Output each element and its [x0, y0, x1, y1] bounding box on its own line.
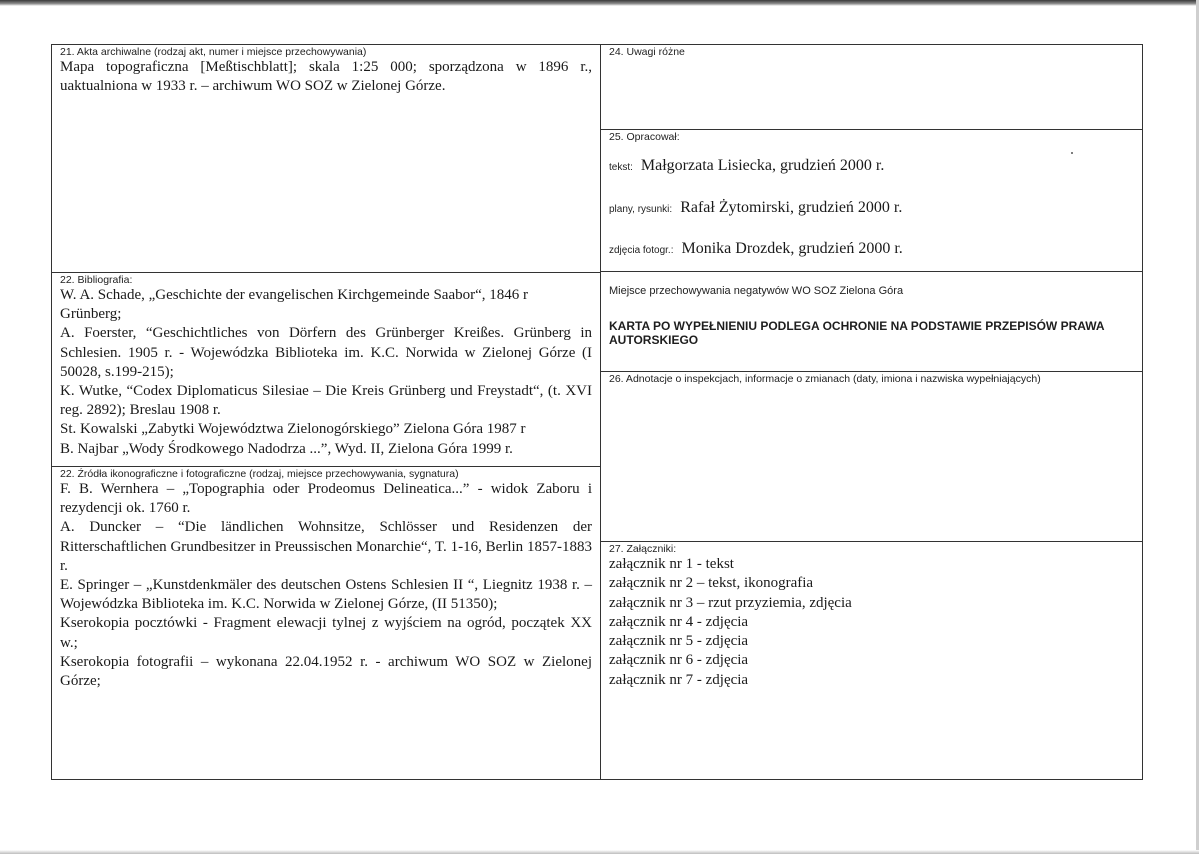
bibliography-item: A. Foerster, “Geschichtliches von Dörfern des Grünberger Kreißes. Grünberg in Schlesien. 1905 r. - Wojewódzka Biblioteka im. K.C. Norwida w Zielonej Górze (I 50028, s.199-215);: [60, 325, 592, 380]
section-26-inspections: [601, 372, 1142, 542]
attachment-item: załącznik nr 5 - zdjęcia: [609, 633, 749, 650]
source-item: Kserokopia pocztówki - Fragment elewacji tylnej z wyjściem na ogród, początek XX w.;: [60, 615, 592, 651]
attachment-item: załącznik nr 1 - tekst: [609, 556, 734, 572]
attachment-item: załącznik nr 6 - zdjęcia: [609, 652, 749, 669]
sources-list: [52, 480, 600, 691]
section-22-iconographic-sources: [52, 467, 601, 779]
attachment-item: załącznik nr 2 – tekst, ikonografia: [609, 575, 814, 592]
section-21-line: Mapa topograficzna [Meßtischblatt]; skala 1:25 000; sporządzona w 1896 r., uaktualniona w 1933 r. – archiwum WO SOZ w Zielonej Górze.: [60, 59, 592, 95]
bibliography-item: K. Wutke, “Codex Diplomaticus Silesiae – Die Kreis Grünberg und Freystadt“, (t. XVI reg. 2892); Breslau 1908 r.: [60, 383, 592, 419]
attachment-item: załącznik nr 4 - zdjęcia: [609, 613, 749, 630]
source-item: E. Springer – „Kunstdenkmäler des deutschen Ostens Schlesien II “, Liegnitz 1938 r. – Wojewódzka Biblioteka im. K.C. Norwida w Zielonej Górze, (II 51350);: [60, 577, 592, 613]
scan-top-edge: [0, 0, 1199, 6]
author-text-label: tekst:: [609, 162, 633, 173]
section-24-label: 24. Uwagi różne: [609, 46, 685, 58]
bibliography-list: [52, 286, 600, 459]
scan-speck: [1071, 152, 1073, 154]
section-25-label: 25. Opracował:: [609, 131, 680, 143]
section-21-label: 21. Akta archiwalne (rodzaj akt, numer i miejsce przechowywania): [60, 46, 367, 58]
record-card-form: [51, 44, 1143, 780]
section-21-archival-records: [52, 45, 601, 273]
negatives-storage: Miejsce przechowywania negatywów WO SOZ Zielona Góra: [609, 285, 904, 297]
bibliography-item: B. Najbar „Wody Środkowego Nadodrza ...”, Wyd. II, Zielona Góra 1999 r.: [60, 440, 513, 457]
source-item: F. B. Wernhera – „Topographia oder Prodeomus Delineatica...” - widok Zaboru i rezydencji ok. 1760 r.: [60, 481, 592, 517]
attachments-list: [601, 555, 1142, 690]
scan-bottom-edge: [0, 850, 1199, 854]
section-22-bibliography: [52, 273, 601, 467]
copyright-notice: KARTA PO WYPEŁNIENIU PODLEGA OCHRONIE NA PODSTAWIE PRZEPISÓW PRAWA AUTORSKIEGO: [609, 319, 1105, 347]
section-25-prepared-by: [601, 130, 1142, 272]
author-plans-label: plany, rysunki:: [609, 204, 673, 215]
section-27-attachments: [601, 542, 1142, 779]
author-photos-value: Monika Drozdek, grudzień 2000 r.: [681, 240, 903, 257]
attachment-item: załącznik nr 7 - zdjęcia: [609, 671, 749, 688]
author-plans-row: [601, 198, 1142, 220]
section-26-label: 26. Adnotacje o inspekcjach, informacje o zmianach (daty, imiona i nazwiska wypełniających): [609, 373, 1041, 385]
author-photos-row: [601, 239, 1142, 261]
source-item: A. Duncker – “Die ländlichen Wohnsitze, Schlösser und Residenzen der Ritterschaftlichen Grundbesitzer in Preussischen Monarchie“, T. 1-16, Berlin 1857-1883 r.: [60, 519, 592, 574]
section-22-bibliography-label: 22. Bibliografia:: [60, 274, 133, 286]
author-text-row: [601, 156, 1142, 178]
author-plans-value: Rafał Żytomirski, grudzień 2000 r.: [680, 199, 903, 216]
bibliography-item: St. Kowalski „Zabytki Województwa Zielonogórskiego” Zielona Góra 1987 r: [60, 421, 526, 438]
author-text-value: Małgorzata Lisiecka, grudzień 2000 r.: [640, 157, 885, 174]
section-27-label: 27. Załączniki:: [609, 543, 677, 555]
negatives-and-copyright: [601, 272, 1142, 372]
bibliography-item: W. A. Schade, „Geschichte der evangelischen Kirchgemeinde Saabor“, 1846 r Grünberg;: [60, 287, 529, 323]
author-photos-label: zdjęcia fotogr.:: [609, 245, 674, 256]
section-22-sources-label: 22. Źródła ikonograficzne i fotograficzne (rodzaj, miejsce przechowywania, sygnatura): [60, 468, 459, 480]
section-21-text: [52, 58, 600, 96]
attachment-item: załącznik nr 3 – rzut przyziemia, zdjęcia: [609, 594, 852, 611]
source-item: Kserokopia fotografii – wykonana 22.04.1952 r. - archiwum WO SOZ w Zielonej Górze;: [60, 653, 592, 690]
section-24-remarks: [601, 45, 1142, 130]
